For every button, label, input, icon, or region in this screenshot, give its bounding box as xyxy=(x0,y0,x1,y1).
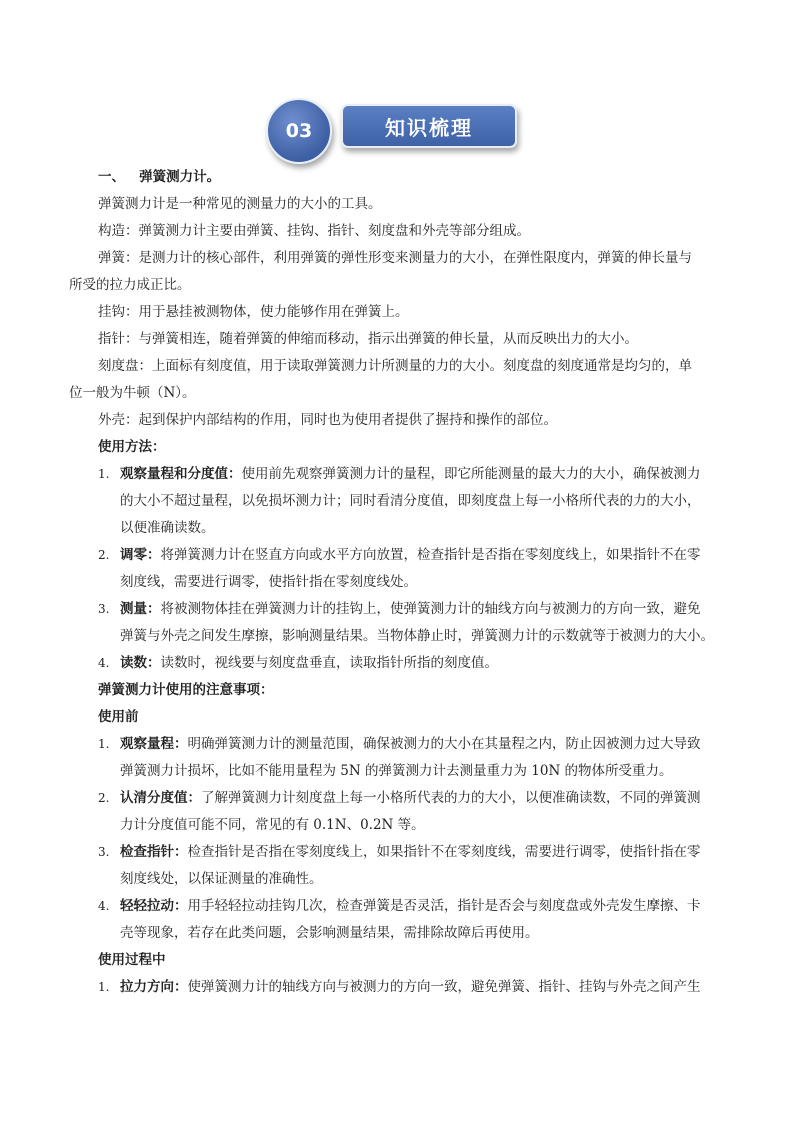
section-header xyxy=(266,98,526,160)
list-item: 1. 观察量程和分度值：使用前先观察弹簧测力计的量程，即它所能测量的最大力的大小，确保被测力 的大小不超过量程，以免损坏测力计；同时看清分度值，即刻度盘上每一小格所代表的力的大小， 以便准确读数。 xyxy=(98,466,701,536)
section-number: 03 xyxy=(285,120,313,142)
section-number-badge xyxy=(266,98,332,164)
list-item: 3. 测量：将被测物体挂在弹簧测力计的挂钩上，使弹簧测力计的轴线方向与被测力的方向一致，避免 弹簧与外壳之间发生摩擦，影响测量结果。当物体静止时，弹簧测力计的示数就等于被测力的大小。 xyxy=(98,601,714,644)
paragraph: 位一般为牛顿（N）。 xyxy=(69,385,196,401)
section-title: 知识梳理 xyxy=(385,115,473,140)
heading-spring-scale: 一、 弹簧测力计。 xyxy=(98,169,221,185)
list-item: 4. 轻轻拉动：用手轻轻拉动挂钩几次，检查弹簧是否灵活，指针是否会与刻度盘或外壳发生摩擦、卡 壳等现象，若存在此类问题，会影响测量结果，需排除故障后再使用。 xyxy=(98,898,701,941)
usage-list xyxy=(98,461,730,677)
paragraph: 弹簧：是测力计的核心部件，利用弹簧的弹性形变来测量力的大小，在弹性限度内，弹簧的伸长量与 xyxy=(98,250,692,266)
heading-usage: 使用方法： xyxy=(98,439,166,455)
paragraph: 刻度盘：上面标有刻度值，用于读取弹簧测力计所测量的力的大小。刻度盘的刻度通常是均匀的，单 xyxy=(98,358,692,374)
before-use-list xyxy=(98,731,730,947)
paragraph: 挂钩：用于悬挂被测物体，使力能够作用在弹簧上。 xyxy=(98,304,409,320)
list-item: 2. 认清分度值：了解弹簧测力计刻度盘上每一小格所代表的力的大小，以便准确读数，不同的弹簧测 力计分度值可能不同，常见的有 0.1N、0.2N 等。 xyxy=(98,790,701,833)
paragraph: 构造：弹簧测力计主要由弹簧、挂钩、指针、刻度盘和外壳等部分组成。 xyxy=(98,223,530,239)
list-item: 1. 观察量程：明确弹簧测力计的测量范围，确保被测力的大小在其量程之内，防止因被测力过大导致 弹簧测力计损坏，比如不能用量程为 5N 的弹簧测力计去测量重力为 10N 的物体所受重力。 xyxy=(98,736,701,779)
document-body xyxy=(69,164,730,1001)
paragraph: 所受的拉力成正比。 xyxy=(69,277,191,293)
heading-notes: 弹簧测力计使用的注意事项： xyxy=(98,682,274,698)
list-item: 2. 调零：将弹簧测力计在竖直方向或水平方向放置，检查指针是否指在零刻度线上，如果指针不在零 刻度线，需要进行调零，使指针指在零刻度线处。 xyxy=(98,547,701,590)
paragraph: 指针：与弹簧相连，随着弹簧的伸缩而移动，指示出弹簧的伸长量，从而反映出力的大小。 xyxy=(98,331,638,347)
subheading-during-use: 使用过程中 xyxy=(98,952,166,968)
subheading-before-use: 使用前 xyxy=(98,709,139,725)
section-title-banner xyxy=(341,104,517,148)
paragraph: 外壳：起到保护内部结构的作用，同时也为使用者提供了握持和操作的部位。 xyxy=(98,412,557,428)
list-item: 4. 读数：读数时，视线要与刻度盘垂直，读取指针所指的刻度值。 xyxy=(98,655,498,671)
list-item: 3. 检查指针：检查指针是否指在零刻度线上，如果指针不在零刻度线，需要进行调零，使指针指在零 刻度线处，以保证测量的准确性。 xyxy=(98,844,701,887)
during-use-list xyxy=(98,974,730,1001)
list-item: 1. 拉力方向：使弹簧测力计的轴线方向与被测力的方向一致，避免弹簧、指针、挂钩与外壳之间产生 xyxy=(98,979,701,995)
paragraph: 弹簧测力计是一种常见的测量力的大小的工具。 xyxy=(98,196,382,212)
